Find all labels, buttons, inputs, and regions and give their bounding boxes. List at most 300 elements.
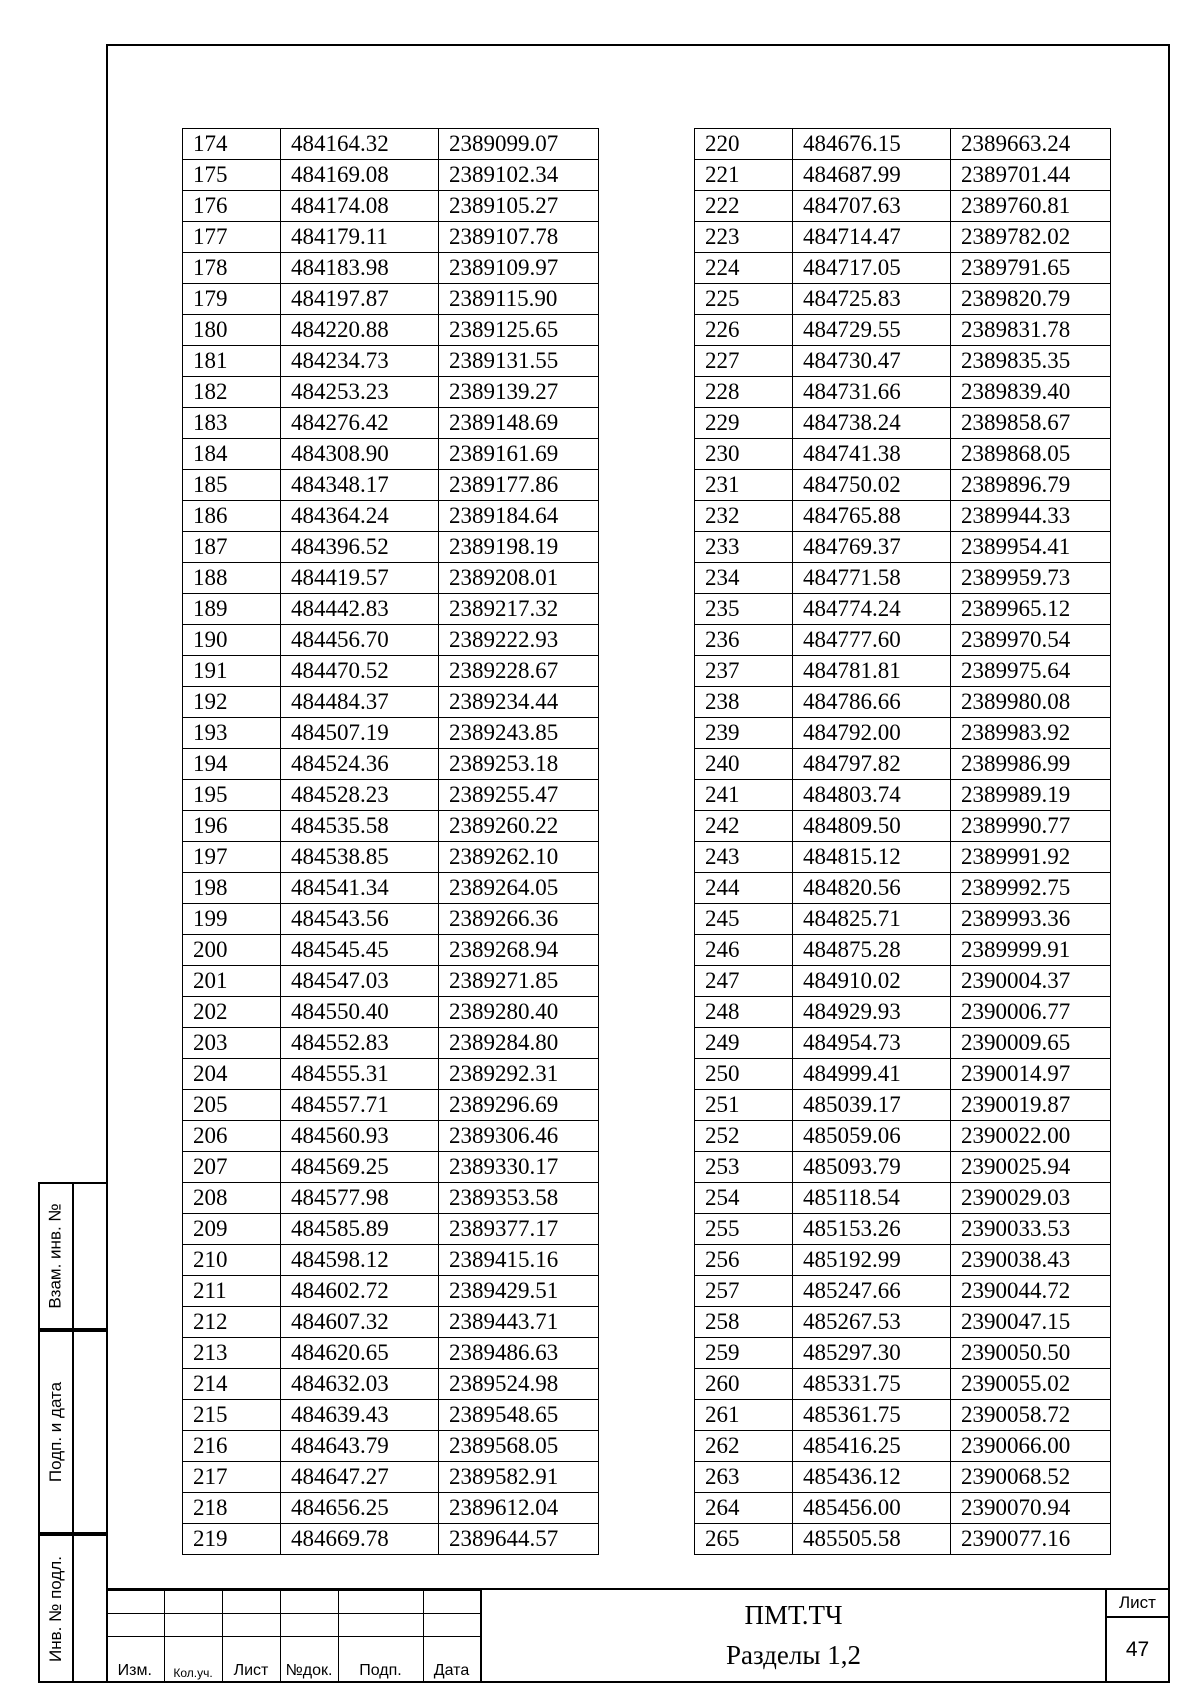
coordinate-y: 2390014.97	[951, 1059, 1111, 1090]
coordinate-y: 2389296.69	[439, 1090, 599, 1121]
coordinate-x: 484538.85	[281, 842, 439, 873]
point-number: 177	[183, 222, 281, 253]
header-podp: Подп.	[338, 1637, 423, 1682]
coordinate-x: 484557.71	[281, 1090, 439, 1121]
coordinate-x: 485297.30	[793, 1338, 951, 1369]
coordinate-x: 484639.43	[281, 1400, 439, 1431]
coordinate-x: 484396.52	[281, 532, 439, 563]
coordinate-y: 2389255.47	[439, 780, 599, 811]
table-row	[695, 687, 1111, 718]
coordinate-x: 484725.83	[793, 284, 951, 315]
table-row	[183, 1524, 599, 1555]
table-row	[183, 625, 599, 656]
point-number: 188	[183, 563, 281, 594]
coordinate-x: 484598.12	[281, 1245, 439, 1276]
point-number: 196	[183, 811, 281, 842]
coordinate-x: 485192.99	[793, 1245, 951, 1276]
table-row	[183, 1214, 599, 1245]
table-row	[695, 1090, 1111, 1121]
coordinate-y: 2389443.71	[439, 1307, 599, 1338]
coordinate-y: 2389986.99	[951, 749, 1111, 780]
point-number: 238	[695, 687, 793, 718]
table-row	[183, 191, 599, 222]
table-row	[183, 1493, 599, 1524]
table-row	[183, 346, 599, 377]
point-number: 256	[695, 1245, 793, 1276]
coordinate-y: 2389292.31	[439, 1059, 599, 1090]
point-number: 265	[695, 1524, 793, 1555]
coordinate-y: 2389992.75	[951, 873, 1111, 904]
coordinate-y: 2390038.43	[951, 1245, 1111, 1276]
coordinate-x: 484809.50	[793, 811, 951, 842]
table-row	[183, 315, 599, 346]
coordinate-x: 484717.05	[793, 253, 951, 284]
coordinate-x: 484164.32	[281, 129, 439, 160]
coordinate-x: 484456.70	[281, 625, 439, 656]
coordinate-x: 484528.23	[281, 780, 439, 811]
point-number: 211	[183, 1276, 281, 1307]
point-number: 189	[183, 594, 281, 625]
coordinate-y: 2390058.72	[951, 1400, 1111, 1431]
coordinate-y: 2389965.12	[951, 594, 1111, 625]
coordinate-y: 2389262.10	[439, 842, 599, 873]
coordinate-y: 2390025.94	[951, 1152, 1111, 1183]
coordinate-y: 2389975.64	[951, 656, 1111, 687]
coordinate-x: 484741.38	[793, 439, 951, 470]
coordinate-x: 484620.65	[281, 1338, 439, 1369]
table-row	[695, 1152, 1111, 1183]
point-number: 262	[695, 1431, 793, 1462]
coordinate-y: 2389306.46	[439, 1121, 599, 1152]
point-number: 212	[183, 1307, 281, 1338]
coordinate-x: 484470.52	[281, 656, 439, 687]
point-number: 234	[695, 563, 793, 594]
coordinate-x: 484569.25	[281, 1152, 439, 1183]
point-number: 193	[183, 718, 281, 749]
coordinate-y: 2389980.08	[951, 687, 1111, 718]
point-number: 187	[183, 532, 281, 563]
coordinate-x: 484220.88	[281, 315, 439, 346]
coordinate-y: 2389990.77	[951, 811, 1111, 842]
point-number: 182	[183, 377, 281, 408]
table-row	[695, 1462, 1111, 1493]
table-row	[695, 625, 1111, 656]
point-number: 201	[183, 966, 281, 997]
coordinate-x: 484676.15	[793, 129, 951, 160]
table-row	[695, 1369, 1111, 1400]
point-number: 247	[695, 966, 793, 997]
coordinate-y: 2389268.94	[439, 935, 599, 966]
table-row	[183, 1028, 599, 1059]
table-row	[695, 1493, 1111, 1524]
table-row	[183, 1121, 599, 1152]
table-row	[183, 811, 599, 842]
header-kol-uch: Кол.уч.	[164, 1637, 222, 1682]
coordinate-y: 2389993.36	[951, 904, 1111, 935]
sheet-number: 47	[1125, 1638, 1150, 1661]
coordinate-x: 484547.03	[281, 966, 439, 997]
point-number: 206	[183, 1121, 281, 1152]
table-row	[695, 1183, 1111, 1214]
table-row	[695, 501, 1111, 532]
table-row	[183, 563, 599, 594]
coordinate-x: 485331.75	[793, 1369, 951, 1400]
coordinate-x: 484765.88	[793, 501, 951, 532]
coordinate-y: 2389582.91	[439, 1462, 599, 1493]
table-row	[695, 1524, 1111, 1555]
coordinate-x: 484687.99	[793, 160, 951, 191]
coordinate-y: 2389760.81	[951, 191, 1111, 222]
point-number: 222	[695, 191, 793, 222]
coordinate-y: 2389253.18	[439, 749, 599, 780]
point-number: 251	[695, 1090, 793, 1121]
coordinate-x: 484169.08	[281, 160, 439, 191]
coordinate-y: 2390019.87	[951, 1090, 1111, 1121]
point-number: 185	[183, 470, 281, 501]
coordinate-x: 485093.79	[793, 1152, 951, 1183]
coordinate-y: 2389644.57	[439, 1524, 599, 1555]
table-row	[695, 1338, 1111, 1369]
coordinate-x: 484738.24	[793, 408, 951, 439]
point-number: 219	[183, 1524, 281, 1555]
coordinate-y: 2389266.36	[439, 904, 599, 935]
point-number: 208	[183, 1183, 281, 1214]
point-number: 204	[183, 1059, 281, 1090]
table-row	[183, 1400, 599, 1431]
table-row	[695, 222, 1111, 253]
coordinate-y: 2389991.92	[951, 842, 1111, 873]
point-number: 255	[695, 1214, 793, 1245]
table-row	[183, 1276, 599, 1307]
point-number: 235	[695, 594, 793, 625]
coordinate-x: 485456.00	[793, 1493, 951, 1524]
table-row	[183, 439, 599, 470]
coordinate-y: 2389820.79	[951, 284, 1111, 315]
point-number: 190	[183, 625, 281, 656]
point-number: 207	[183, 1152, 281, 1183]
coordinate-y: 2389099.07	[439, 129, 599, 160]
table-row	[695, 563, 1111, 594]
point-number: 231	[695, 470, 793, 501]
coordinate-x: 484560.93	[281, 1121, 439, 1152]
point-number: 261	[695, 1400, 793, 1431]
point-number: 239	[695, 718, 793, 749]
coordinate-x: 484183.98	[281, 253, 439, 284]
table-row	[183, 935, 599, 966]
table-row	[695, 1028, 1111, 1059]
point-number: 218	[183, 1493, 281, 1524]
point-number: 250	[695, 1059, 793, 1090]
coordinate-y: 2389415.16	[439, 1245, 599, 1276]
point-number: 209	[183, 1214, 281, 1245]
point-number: 198	[183, 873, 281, 904]
coordinate-x: 485436.12	[793, 1462, 951, 1493]
coordinate-x: 484276.42	[281, 408, 439, 439]
table-row	[183, 997, 599, 1028]
point-number: 179	[183, 284, 281, 315]
side-label-vzam-inv: Взам. инв. №	[46, 1203, 66, 1309]
coordinate-x: 485361.75	[793, 1400, 951, 1431]
table-row	[695, 129, 1111, 160]
point-number: 246	[695, 935, 793, 966]
sheet-label: Лист	[1107, 1590, 1168, 1618]
coordinate-y: 2389839.40	[951, 377, 1111, 408]
document-title	[480, 1590, 1105, 1683]
table-row	[183, 1307, 599, 1338]
coordinate-y: 2389284.80	[439, 1028, 599, 1059]
table-row	[695, 966, 1111, 997]
coordinate-x: 484541.34	[281, 873, 439, 904]
coordinate-x: 484419.57	[281, 563, 439, 594]
table-row	[183, 780, 599, 811]
side-stamp-vzam-inv	[38, 1182, 106, 1330]
table-row	[695, 191, 1111, 222]
table-row	[183, 1338, 599, 1369]
side-label-podp-data: Подп. и дата	[46, 1381, 66, 1483]
point-number: 260	[695, 1369, 793, 1400]
coordinate-y: 2389148.69	[439, 408, 599, 439]
coordinate-y: 2389835.35	[951, 346, 1111, 377]
point-number: 258	[695, 1307, 793, 1338]
coordinate-y: 2389858.67	[951, 408, 1111, 439]
coordinate-x: 484632.03	[281, 1369, 439, 1400]
coordinate-y: 2389105.27	[439, 191, 599, 222]
point-number: 236	[695, 625, 793, 656]
point-number: 194	[183, 749, 281, 780]
coordinate-y: 2390044.72	[951, 1276, 1111, 1307]
coordinate-x: 484815.12	[793, 842, 951, 873]
table-row	[695, 1059, 1111, 1090]
point-number: 244	[695, 873, 793, 904]
point-number: 183	[183, 408, 281, 439]
coordinate-y: 2389568.05	[439, 1431, 599, 1462]
table-row	[695, 1307, 1111, 1338]
coordinate-y: 2389831.78	[951, 315, 1111, 346]
point-number: 226	[695, 315, 793, 346]
coordinate-x: 484781.81	[793, 656, 951, 687]
coordinate-x: 484545.45	[281, 935, 439, 966]
table-row	[183, 1462, 599, 1493]
coordinate-x: 484647.27	[281, 1462, 439, 1493]
coordinate-y: 2389983.92	[951, 718, 1111, 749]
coordinate-y: 2389944.33	[951, 501, 1111, 532]
table-row	[183, 749, 599, 780]
header-ndok: №док.	[280, 1637, 338, 1682]
coordinate-x: 484179.11	[281, 222, 439, 253]
point-number: 205	[183, 1090, 281, 1121]
point-number: 200	[183, 935, 281, 966]
coordinate-y: 2389208.01	[439, 563, 599, 594]
coordinate-y: 2389243.85	[439, 718, 599, 749]
table-row	[183, 1245, 599, 1276]
coordinate-y: 2389217.32	[439, 594, 599, 625]
coordinate-y: 2389222.93	[439, 625, 599, 656]
table-row	[183, 718, 599, 749]
point-number: 263	[695, 1462, 793, 1493]
point-number: 186	[183, 501, 281, 532]
coordinate-x: 484707.63	[793, 191, 951, 222]
coordinate-x: 485505.58	[793, 1524, 951, 1555]
coordinate-x: 484771.58	[793, 563, 951, 594]
point-number: 254	[695, 1183, 793, 1214]
coordinate-y: 2390004.37	[951, 966, 1111, 997]
table-row	[695, 1276, 1111, 1307]
coordinate-y: 2389125.65	[439, 315, 599, 346]
table-row	[695, 594, 1111, 625]
point-number: 195	[183, 780, 281, 811]
coordinate-y: 2389663.24	[951, 129, 1111, 160]
coordinate-y: 2389701.44	[951, 160, 1111, 191]
table-row	[183, 222, 599, 253]
coordinate-y: 2389234.44	[439, 687, 599, 718]
coordinate-x: 484656.25	[281, 1493, 439, 1524]
coordinate-y: 2389115.90	[439, 284, 599, 315]
coordinate-x: 484875.28	[793, 935, 951, 966]
point-number: 253	[695, 1152, 793, 1183]
table-row	[183, 1059, 599, 1090]
table-row	[695, 1400, 1111, 1431]
coordinate-y: 2389131.55	[439, 346, 599, 377]
point-number: 221	[695, 160, 793, 191]
point-number: 199	[183, 904, 281, 935]
table-row	[183, 842, 599, 873]
table-row	[695, 1431, 1111, 1462]
coordinate-x: 484669.78	[281, 1524, 439, 1555]
coordinate-y: 2389228.67	[439, 656, 599, 687]
coordinate-x: 485118.54	[793, 1183, 951, 1214]
point-number: 175	[183, 160, 281, 191]
coordinate-x: 484602.72	[281, 1276, 439, 1307]
coordinate-x: 485153.26	[793, 1214, 951, 1245]
coordinate-x: 484507.19	[281, 718, 439, 749]
coordinate-x: 484607.32	[281, 1307, 439, 1338]
coordinate-y: 2389970.54	[951, 625, 1111, 656]
document-section: Разделы 1,2	[725, 1640, 861, 1670]
point-number: 249	[695, 1028, 793, 1059]
table-row	[695, 780, 1111, 811]
table-row	[183, 594, 599, 625]
table-row	[695, 532, 1111, 563]
side-stamp-podp-data	[38, 1330, 106, 1534]
table-row	[695, 284, 1111, 315]
coordinate-y: 2389868.05	[951, 439, 1111, 470]
coordinate-y: 2389264.05	[439, 873, 599, 904]
point-number: 230	[695, 439, 793, 470]
coordinate-y: 2390055.02	[951, 1369, 1111, 1400]
coordinate-y: 2390077.16	[951, 1524, 1111, 1555]
coordinate-x: 484577.98	[281, 1183, 439, 1214]
table-row	[183, 1090, 599, 1121]
point-number: 242	[695, 811, 793, 842]
table-row	[695, 253, 1111, 284]
point-number: 252	[695, 1121, 793, 1152]
coordinate-y: 2389612.04	[439, 1493, 599, 1524]
coordinate-y: 2389184.64	[439, 501, 599, 532]
table-row	[183, 532, 599, 563]
sheet-box	[1105, 1590, 1168, 1683]
point-number: 229	[695, 408, 793, 439]
point-number: 180	[183, 315, 281, 346]
point-number: 210	[183, 1245, 281, 1276]
point-number: 192	[183, 687, 281, 718]
coordinate-x: 484910.02	[793, 966, 951, 997]
coordinate-x: 484348.17	[281, 470, 439, 501]
table-row	[183, 966, 599, 997]
table-row	[183, 873, 599, 904]
table-row	[695, 656, 1111, 687]
point-number: 223	[695, 222, 793, 253]
coordinate-x: 485039.17	[793, 1090, 951, 1121]
table-row	[183, 253, 599, 284]
coordinate-x: 484555.31	[281, 1059, 439, 1090]
coordinate-y: 2390066.00	[951, 1431, 1111, 1462]
table-row	[695, 842, 1111, 873]
table-row	[183, 1369, 599, 1400]
point-number: 259	[695, 1338, 793, 1369]
coordinate-y: 2389896.79	[951, 470, 1111, 501]
side-stamp-inv-podl	[38, 1534, 106, 1683]
coordinate-y: 2389548.65	[439, 1400, 599, 1431]
table-row	[183, 470, 599, 501]
coordinates-table-left	[182, 128, 599, 1555]
coordinate-y: 2389353.58	[439, 1183, 599, 1214]
table-row	[183, 284, 599, 315]
table-row	[183, 687, 599, 718]
coordinate-y: 2390050.50	[951, 1338, 1111, 1369]
coordinate-y: 2390022.00	[951, 1121, 1111, 1152]
table-row	[183, 1431, 599, 1462]
coordinate-y: 2390029.03	[951, 1183, 1111, 1214]
coordinate-x: 484524.36	[281, 749, 439, 780]
coordinate-y: 2390068.52	[951, 1462, 1111, 1493]
header-izm: Изм.	[106, 1637, 164, 1682]
table-row	[183, 501, 599, 532]
coordinate-y: 2389102.34	[439, 160, 599, 191]
table-row	[183, 377, 599, 408]
coordinate-x: 485267.53	[793, 1307, 951, 1338]
table-row	[695, 439, 1111, 470]
table-row	[695, 1214, 1111, 1245]
point-number: 257	[695, 1276, 793, 1307]
point-number: 176	[183, 191, 281, 222]
point-number: 213	[183, 1338, 281, 1369]
coordinate-y: 2389782.02	[951, 222, 1111, 253]
point-number: 220	[695, 129, 793, 160]
coordinate-x: 484820.56	[793, 873, 951, 904]
coordinate-y: 2389139.27	[439, 377, 599, 408]
side-label-inv-podl: Инв. № подл.	[46, 1555, 65, 1662]
coordinates-table-right	[694, 128, 1111, 1555]
coordinate-y: 2389954.41	[951, 532, 1111, 563]
coordinate-x: 484750.02	[793, 470, 951, 501]
header-list: Лист	[222, 1637, 280, 1682]
coordinate-x: 484714.47	[793, 222, 951, 253]
point-number: 197	[183, 842, 281, 873]
coordinate-x: 484786.66	[793, 687, 951, 718]
coordinate-y: 2390070.94	[951, 1493, 1111, 1524]
header-data: Дата	[423, 1637, 480, 1682]
coordinate-x: 484777.60	[793, 625, 951, 656]
point-number: 181	[183, 346, 281, 377]
coordinate-x: 484442.83	[281, 594, 439, 625]
point-number: 202	[183, 997, 281, 1028]
table-row	[183, 656, 599, 687]
table-row	[695, 718, 1111, 749]
title-block	[106, 1588, 1170, 1683]
coordinate-x: 484929.93	[793, 997, 951, 1028]
coordinate-x: 485059.06	[793, 1121, 951, 1152]
point-number: 217	[183, 1462, 281, 1493]
